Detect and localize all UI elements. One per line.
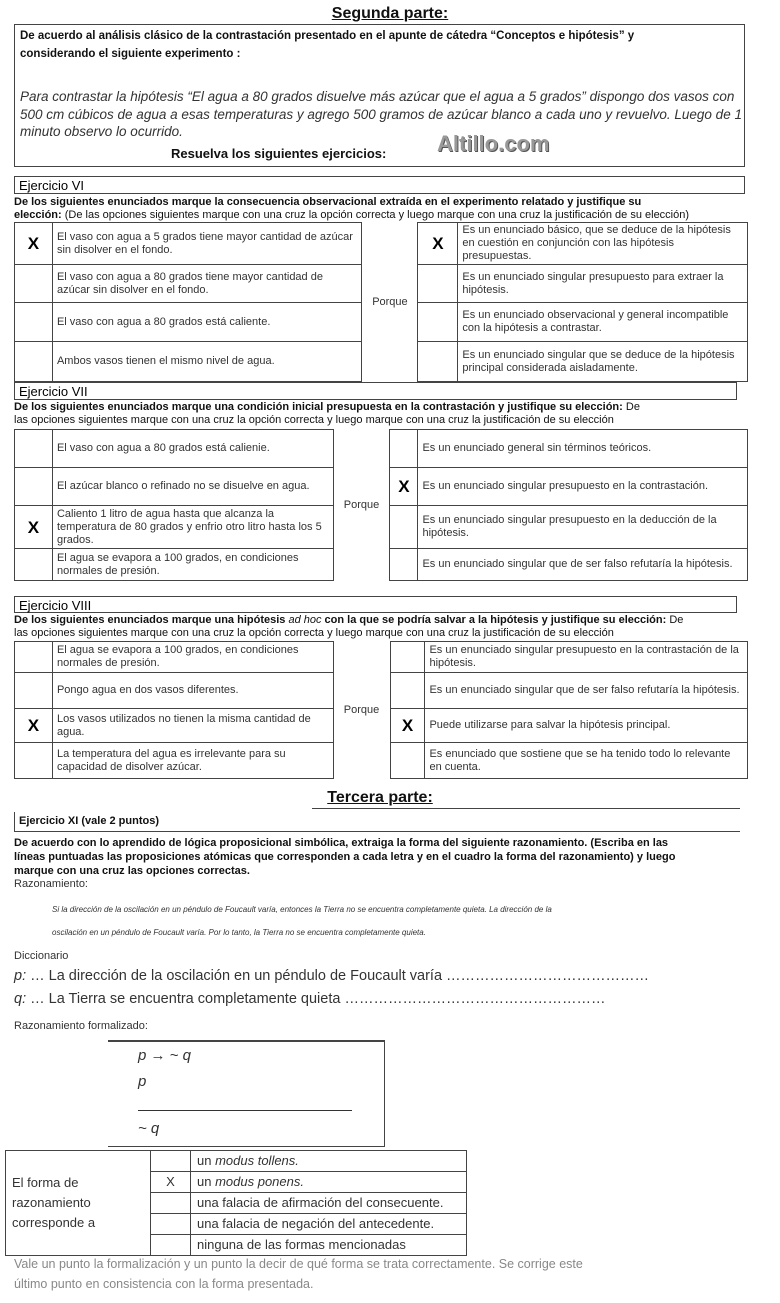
exercise-11-instr-3: marque con una cruz las opciones correctas. <box>14 865 250 877</box>
option-text: Los vasos utilizados no tienen la misma cantidad de agua. <box>52 709 333 743</box>
exercise-8-title: Ejercicio VIII <box>14 596 737 613</box>
exercise-7-instr-2: las opciones siguientes marque con una cruz la opción correcta y luego marque con una cruz la justificación de su elección <box>14 414 614 426</box>
justification-mark-cell[interactable]: X <box>390 709 425 743</box>
option-mark-cell[interactable]: X <box>15 506 53 549</box>
dictionary-q <box>14 991 605 1007</box>
experiment-line-1: Para contrastar la hipótesis “El agua a 80 grados disuelve más azúcar que el agua a 5 grados” dispongo dos vasos con <box>20 89 735 104</box>
form-option-text: una falacia de afirmación del consecuente. <box>191 1193 467 1214</box>
exercise-6-title: Ejercicio VI <box>14 176 745 194</box>
exercise-7-instr-1 <box>14 401 640 414</box>
dictionary-p <box>14 968 649 984</box>
justification-mark-cell[interactable] <box>418 303 458 342</box>
option-mark-cell[interactable] <box>15 468 53 506</box>
exercise-11-instr-2: líneas puntuadas las proposiciones atómicas que corresponden a cada letra y en el cuadro la forma del razonamiento) y luego <box>14 851 676 863</box>
form-mark-cell[interactable] <box>151 1193 191 1214</box>
option-mark-cell[interactable] <box>15 265 53 303</box>
razonamiento-line-2: oscilación en un péndulo de Foucault varía. Por lo tanto, la Tierra no se encuentra completamente quieta. <box>52 928 426 937</box>
formalization-box <box>108 1040 385 1147</box>
form-mark-cell[interactable] <box>151 1151 191 1172</box>
q-label: q: <box>14 991 27 1007</box>
intro-line-1: De acuerdo al análisis clásico de la contrastación presentado en el apunte de cátedra “Conceptos e hipótesis” y <box>20 30 635 42</box>
exercise-11-instr-1: De acuerdo con lo aprendido de lógica proposicional simbólica, extraiga la forma del siguiente razonamiento. (Escriba en las <box>14 837 669 849</box>
inference-line <box>138 1110 352 1111</box>
diccionario-label: Diccionario <box>14 950 69 962</box>
exercise-6-table <box>14 222 748 382</box>
justification-text: Es un enunciado singular presupuesto en la contrastación. <box>418 468 748 506</box>
altillo-logo: Altillo.com <box>437 131 550 156</box>
exercise-6-instr-1: De los siguientes enunciados marque la consecuencia observacional extraída en el experimento relatado y justifique su <box>14 196 642 208</box>
form-option-text: un modus tollens. <box>191 1151 467 1172</box>
justification-text: Es un enunciado singular que se deduce de la hipótesis principal considerada aisladamente. <box>458 342 748 382</box>
option-text: El vaso con agua a 80 grados está calienie. <box>52 430 333 468</box>
justification-mark-cell[interactable] <box>418 265 458 303</box>
form-option-text: una falacia de negación del antecedente. <box>191 1214 467 1235</box>
section-title-tercera: Tercera parte: <box>327 789 433 806</box>
justification-text: Es un enunciado singular que de ser falso refutaría la hipótesis. <box>425 673 748 709</box>
note-line-2: último punto en consistencia con la forma presentada. <box>14 1277 314 1291</box>
instr-bold: De los siguientes enunciados marque una condición inicial presupuesta en la contrastación y justifique su elección: <box>14 401 623 413</box>
justification-text: Es un enunciado singular presupuesto para extraer la hipótesis. <box>458 265 748 303</box>
note-line-1: Vale un punto la formalización y un punto la decir de qué forma se trata correctamente. Se corrige este <box>14 1257 583 1271</box>
table-row <box>15 430 748 468</box>
option-text: El agua se evapora a 100 grados, en condiciones normales de presión. <box>52 642 333 673</box>
option-mark-cell[interactable] <box>15 430 53 468</box>
divider <box>312 808 740 809</box>
instr-normal: De <box>622 401 640 413</box>
justification-mark-cell[interactable] <box>390 673 425 709</box>
option-mark-cell[interactable] <box>15 549 53 581</box>
instr-bold: elección: <box>14 209 62 221</box>
form-choice-table <box>5 1150 467 1256</box>
option-mark-cell[interactable] <box>15 673 53 709</box>
exercise-7-table <box>14 429 748 581</box>
instr-bold: con la que se podría salvar a la hipótesis y justifique su elección: <box>321 614 667 626</box>
option-text: El vaso con agua a 80 grados está caliente. <box>52 303 362 342</box>
form-mark-cell[interactable]: X <box>151 1172 191 1193</box>
justification-text: Es un enunciado singular presupuesto en la contrastación de la hipótesis. <box>425 642 748 673</box>
section-title-segunda: Segunda parte: <box>331 5 449 22</box>
justification-mark-cell[interactable] <box>390 549 418 581</box>
experiment-line-3: minuto observo lo ocurrido. <box>20 124 183 139</box>
justification-text: Es un enunciado singular que de ser falso refutaría la hipótesis. <box>418 549 748 581</box>
option-text: Pongo agua en dos vasos diferentes. <box>52 673 333 709</box>
justification-text: Es un enunciado singular presupuesto en la deducción de la hipótesis. <box>418 506 748 549</box>
justification-text: Es un enunciado observacional y general incompatible con la hipótesis a contrastar. <box>458 303 748 342</box>
justification-text: Es un enunciado general sin términos teóricos. <box>418 430 748 468</box>
option-text: Caliento 1 litro de agua hasta que alcanza la temperatura de 80 grados y enfrio otro litro hasta los 5 grados. <box>52 506 333 549</box>
form-option-row <box>6 1151 467 1172</box>
option-text: La temperatura del agua es irrelevante para su capacidad de disolver azúcar. <box>52 743 333 779</box>
justification-mark-cell[interactable] <box>390 743 425 779</box>
option-mark-cell[interactable] <box>15 743 53 779</box>
instr-bold: De los siguientes enunciados marque una hipótesis <box>14 614 289 626</box>
porque-label: Porque <box>333 642 390 779</box>
option-text: El azúcar blanco o refinado no se disuelve en agua. <box>52 468 333 506</box>
justification-mark-cell[interactable] <box>390 506 418 549</box>
exercise-8-instr-1 <box>14 614 683 627</box>
table-row <box>15 223 748 265</box>
justification-mark-cell[interactable] <box>390 642 425 673</box>
form-option-text: un modus ponens. <box>191 1172 467 1193</box>
instr-italic: ad hoc <box>288 614 322 626</box>
option-mark-cell[interactable] <box>15 642 53 673</box>
option-mark-cell[interactable]: X <box>15 709 53 743</box>
option-mark-cell[interactable] <box>15 342 53 382</box>
intro-line-2: considerando el siguiente experimento : <box>20 48 241 60</box>
experiment-line-2: 500 cm cúbicos de agua a esas temperaturas y agrego 500 gramos de azúcar blanco a cada uno y revuelvo. Luego de 1 <box>20 107 742 122</box>
justification-text: Es un enunciado básico, que se deduce de la hipótesis en cuestión en conjunción con las hipótesis presupuestas. <box>458 223 748 265</box>
exercise-6-instr-2 <box>14 209 689 222</box>
porque-label: Porque <box>362 223 418 382</box>
p-text: … La dirección de la oscilación en un péndulo de Foucault varía …………………………………… <box>26 968 650 984</box>
instr-normal: De <box>666 614 684 626</box>
option-mark-cell[interactable] <box>15 303 53 342</box>
option-text: El agua se evapora a 100 grados, en condiciones normales de presión. <box>52 549 333 581</box>
exercise-7-title: Ejercicio VII <box>14 382 737 400</box>
premise-2: p <box>138 1073 147 1090</box>
table-row <box>15 642 748 673</box>
justification-mark-cell[interactable]: X <box>418 223 458 265</box>
option-text: El vaso con agua a 5 grados tiene mayor cantidad de azúcar sin disolver en el fondo. <box>52 223 362 265</box>
conclusion: ~ q <box>138 1120 160 1137</box>
form-mark-cell[interactable] <box>151 1235 191 1256</box>
exercise-8-table <box>14 641 748 779</box>
resuelva-heading: Resuelva los siguientes ejercicios: <box>171 146 387 161</box>
razonamiento-label: Razonamiento: <box>14 878 88 890</box>
justification-mark-cell[interactable] <box>418 342 458 382</box>
form-mark-cell[interactable] <box>151 1214 191 1235</box>
exercise-11-title: Ejercicio XI (vale 2 puntos) <box>14 812 740 832</box>
premise-1: p → ~ q <box>138 1047 191 1064</box>
razonamiento-line-1: Si la dirección de la oscilación en un péndulo de Foucault varía, entonces la Tierra no se encuentra completamente quieta. La dirección de la <box>52 905 552 914</box>
experiment-box <box>14 24 745 167</box>
form-label: El forma de razonamiento corresponde a <box>6 1151 151 1256</box>
form-option-text: ninguna de las formas mencionadas <box>191 1235 467 1256</box>
justification-mark-cell[interactable] <box>390 430 418 468</box>
justification-text: Puede utilizarse para salvar la hipótesis principal. <box>425 709 748 743</box>
justification-mark-cell[interactable]: X <box>390 468 418 506</box>
instr-normal: (De las opciones siguientes marque con una cruz la opción correcta y luego marque con una cruz la justificación de su elección) <box>61 209 690 221</box>
option-text: El vaso con agua a 80 grados tiene mayor cantidad de azúcar sin disolver en el fondo. <box>52 265 362 303</box>
formalizado-label: Razonamiento formalizado: <box>14 1020 148 1032</box>
q-text: … La Tierra se encuentra completamente quieta ……………………………………………… <box>26 991 606 1007</box>
option-text: Ambos vasos tienen el mismo nivel de agua. <box>52 342 362 382</box>
p-label: p: <box>14 968 27 984</box>
justification-text: Es enunciado que sostiene que se ha tenido todo lo relevante en cuenta. <box>425 743 748 779</box>
porque-label: Porque <box>333 430 390 581</box>
exercise-8-instr-2: las opciones siguientes marque con una cruz la opción correcta y luego marque con una cruz la justificación de su elección <box>14 627 614 639</box>
option-mark-cell[interactable]: X <box>15 223 53 265</box>
